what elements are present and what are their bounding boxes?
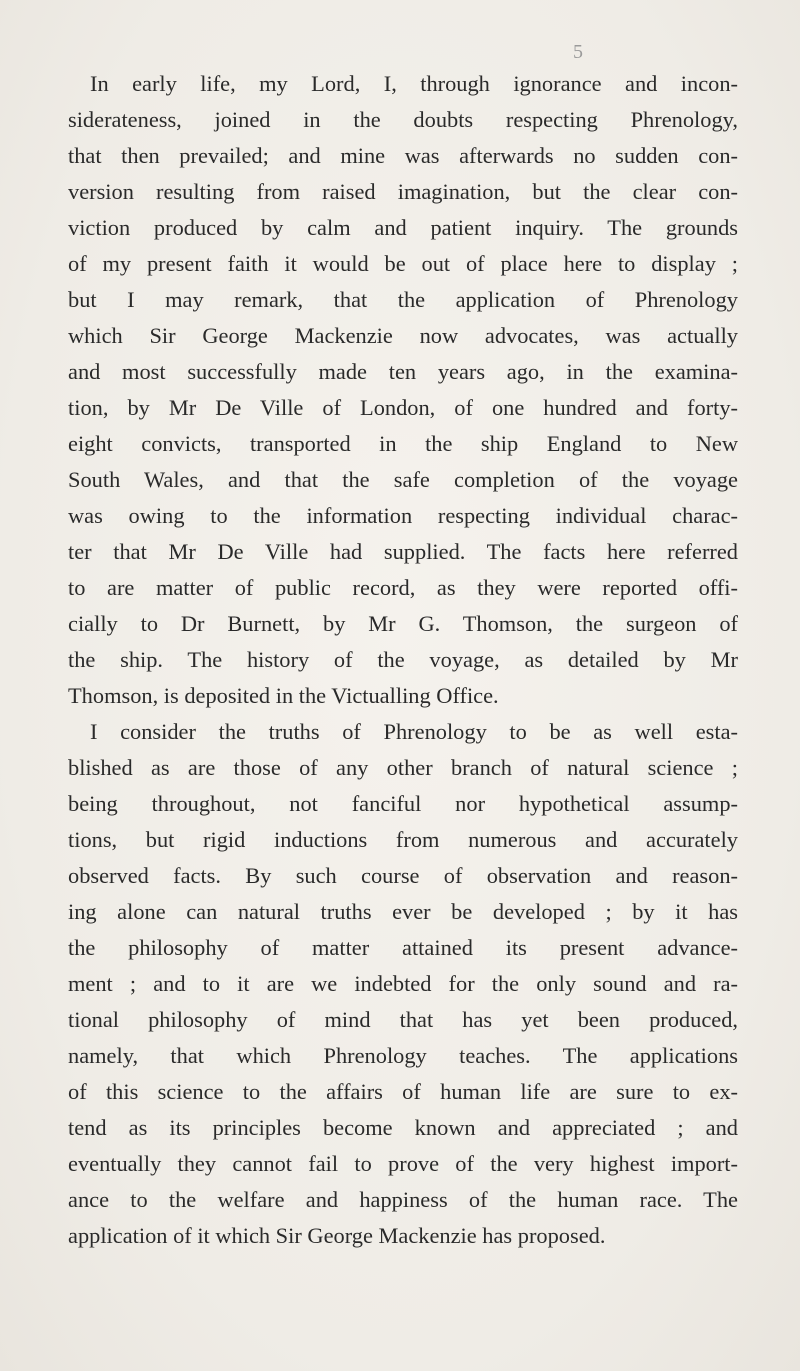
text-line: the ship. The history of the voyage, as detailed by Mr	[68, 647, 738, 672]
text-line: tend as its principles become known and appreciated ; and	[68, 1115, 738, 1140]
text-line: but I may remark, that the application of Phrenology	[68, 287, 738, 312]
text-line: that then prevailed; and mine was afterwards no sudden con-	[68, 143, 738, 168]
text-line: I consider the truths of Phrenology to be as well esta-	[90, 719, 738, 744]
text-line: version resulting from raised imagination, but the clear con-	[68, 179, 738, 204]
text-line: ance to the welfare and happiness of the human race. The	[68, 1187, 738, 1212]
text-line: ter that Mr De Ville had supplied. The facts here referred	[68, 539, 738, 564]
text-line: Thomson, is deposited in the Victualling Office.	[68, 683, 499, 708]
text-line: tions, but rigid inductions from numerous and accurately	[68, 827, 738, 852]
text-line: tional philosophy of mind that has yet been produced,	[68, 1007, 738, 1032]
text-line: viction produced by calm and patient inquiry. The grounds	[68, 215, 738, 240]
text-line: the philosophy of matter attained its present advance-	[68, 935, 738, 960]
text-line: eventually they cannot fail to prove of the very highest import-	[68, 1151, 738, 1176]
text-line: South Wales, and that the safe completion of the voyage	[68, 467, 738, 492]
text-line: and most successfully made ten years ago, in the examina-	[68, 359, 738, 384]
text-line: of this science to the affairs of human life are sure to ex-	[68, 1079, 738, 1104]
body-text	[68, 66, 738, 1254]
text-line: was owing to the information respecting individual charac-	[68, 503, 738, 528]
text-line: being throughout, not fanciful nor hypothetical assump-	[68, 791, 738, 816]
text-line: which Sir George Mackenzie now advocates, was actually	[68, 323, 738, 348]
text-line: ing alone can natural truths ever be developed ; by it has	[68, 899, 738, 924]
text-line: to are matter of public record, as they were reported offi-	[68, 575, 738, 600]
text-line: ment ; and to it are we indebted for the only sound and ra-	[68, 971, 738, 996]
text-line: In early life, my Lord, I, through ignorance and incon-	[90, 71, 738, 96]
text-line: blished as are those of any other branch of natural science ;	[68, 755, 738, 780]
text-line: application of it which Sir George Mackenzie has proposed.	[68, 1223, 606, 1248]
text-line: of my present faith it would be out of place here to display ;	[68, 251, 738, 276]
text-line: cially to Dr Burnett, by Mr G. Thomson, the surgeon of	[68, 611, 738, 636]
text-line: observed facts. By such course of observation and reason-	[68, 863, 738, 888]
text-line: siderateness, joined in the doubts respecting Phrenology,	[68, 107, 738, 132]
text-line: tion, by Mr De Ville of London, of one hundred and forty-	[68, 395, 738, 420]
page-number: 5	[573, 41, 583, 63]
text-line: namely, that which Phrenology teaches. The applications	[68, 1043, 738, 1068]
text-line: eight convicts, transported in the ship England to New	[68, 431, 738, 456]
